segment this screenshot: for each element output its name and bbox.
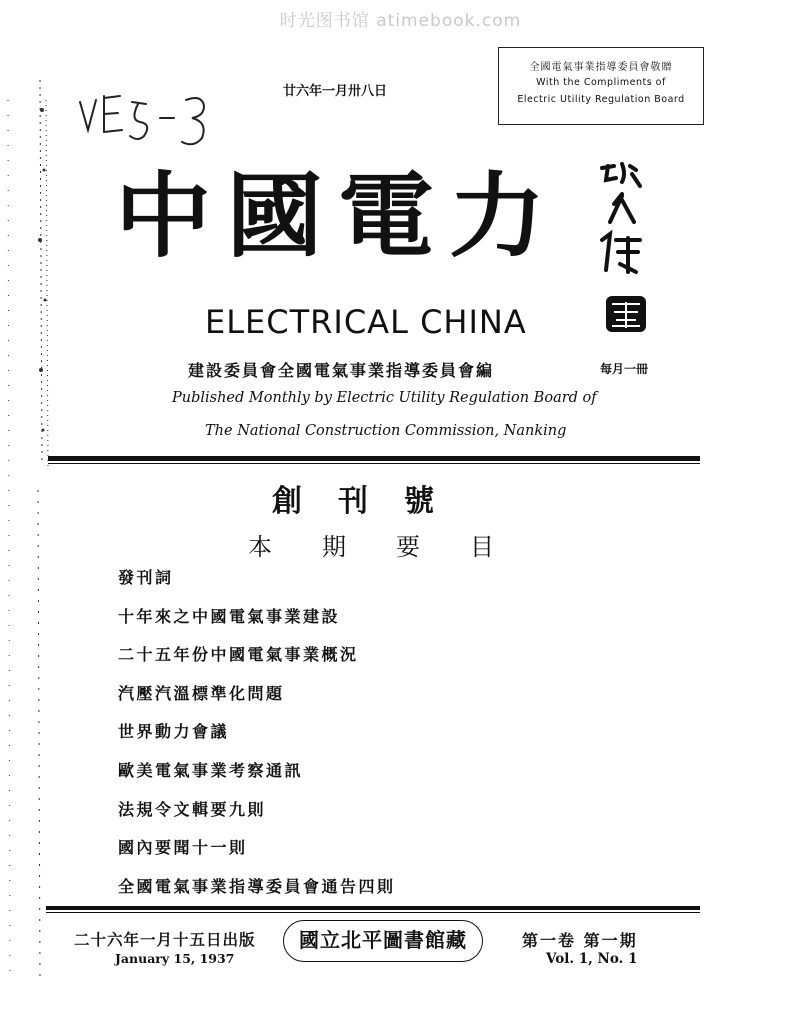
divider-top-thin: [48, 463, 700, 464]
calligraphy-signature: [592, 160, 652, 280]
compliments-stamp: [498, 47, 704, 125]
journal-title-en: ELECTRICAL CHINA: [205, 303, 527, 341]
toc-item: 發刊詞: [118, 568, 174, 587]
library-stamp: 國立北平圖書館藏: [283, 920, 483, 962]
toc-item: 全國電氣事業指導委員會通告四則: [118, 876, 396, 896]
toc-item: 汽壓汽溫標準化問題: [118, 683, 285, 703]
toc-item: 國內要聞十一則: [118, 838, 248, 858]
published-by-line1: Published Monthly by Electric Utility Regulation Board of: [172, 390, 597, 406]
compliments-en-line2: Electric Utility Regulation Board: [517, 94, 685, 105]
volume-number-cn: 第一卷 第一期: [522, 931, 638, 950]
toc-item: 十年來之中國電氣事業建設: [118, 606, 341, 626]
publication-date-header: 廿六年一月卅八日: [283, 84, 388, 99]
issue-date-cn: 二十六年一月十五日出版: [74, 930, 256, 949]
toc-item: 歐美電氣事業考察通訊: [118, 760, 304, 780]
published-by-line2: The National Construction Commission, Nanking: [205, 423, 567, 439]
compliments-cn: 全國電氣事業指導委員會敬贈: [529, 62, 673, 73]
journal-title-cn: 中國電力: [115, 162, 561, 270]
seal-stamp: [604, 294, 648, 334]
issue-date-en: January 15, 1937: [115, 951, 235, 966]
handwritten-call-number: [74, 86, 234, 166]
frequency-cn: 每月一冊: [600, 362, 649, 376]
toc-item: 世界動力會議: [118, 722, 230, 742]
divider-top-thick: [48, 456, 700, 461]
volume-number-en: Vol. 1, No. 1: [546, 951, 638, 967]
table-of-contents: [118, 567, 396, 914]
divider-bottom-thick: [46, 906, 700, 910]
toc-item: 法規令文輯要九則: [118, 799, 267, 819]
inaugural-issue-title: 創刊號: [272, 484, 470, 519]
watermark-text: 时光图书馆 atimebook.com: [279, 11, 522, 31]
compliments-en-line1: With the Compliments of: [536, 77, 666, 88]
editor-line-cn: 建設委員會全國電氣事業指導委員會編: [188, 361, 495, 380]
contents-heading: 本期要目: [248, 533, 544, 561]
toc-item: 二十五年份中國電氣事業概況: [118, 645, 359, 665]
binding-edge-marks: [0, 40, 60, 1020]
divider-bottom-thin: [46, 912, 700, 913]
